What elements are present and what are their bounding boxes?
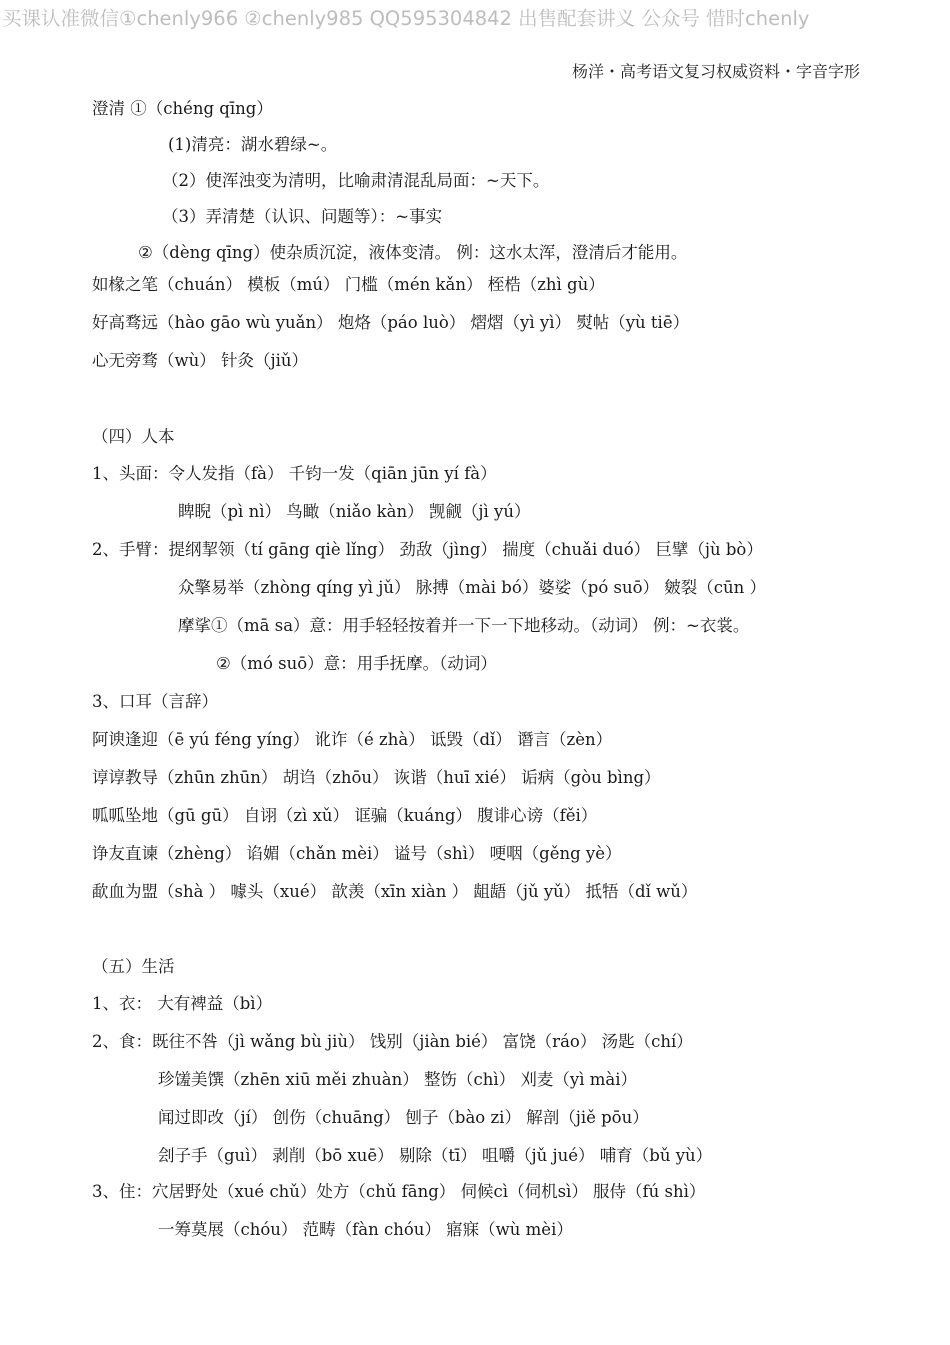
vocab-line: 众擎易举（zhòng qíng yì jǔ） 脉搏（mài bó）婆娑（pó suō） 皴裂（cūn ） <box>178 578 767 597</box>
entry-dengqing: ②（dèng qīng）使杂质沉淀，液体变清。 例：这水太浑，澄清后才能用。 <box>138 243 688 262</box>
vocab-line: 睥睨（pì nì） 鸟瞰（niǎo kàn） 觊觎（jì yú） <box>178 502 531 521</box>
vocab-line: 2、食：既往不咎（jì wǎng bù jiù） 饯别（jiàn bié） 富饶（ráo） 汤匙（chí） <box>92 1032 693 1051</box>
vocab-line: 1、头面：令人发指（fà） 千钧一发（qiān jūn yí fà） <box>92 464 497 483</box>
entry-chengqing-sense-1: (1)清亮：湖水碧绿~。 <box>168 135 338 154</box>
vocab-line: 诤友直谏（zhèng） 谄媚（chǎn mèi） 谥号（shì） 哽咽（gěng yè） <box>92 844 622 863</box>
vocab-line: 阿谀逢迎（ē yú féng yíng） 讹诈（é zhà） 诋毁（dǐ） 谮言（zèn） <box>92 730 613 749</box>
watermark: 买课认准微信①chenly966 ②chenly985 QQ595304842 出售配套讲义 公众号 惜时chenly <box>2 7 810 30</box>
entry-chengqing-sense-3: （3）弄清楚（认识、问题等）：~事实 <box>162 207 443 226</box>
vocab-line: 歃血为盟（shà ） 噱头（xué） 歆羡（xīn xiàn ） 龃龉（jǔ yǔ） 抵牾（dǐ wǔ） <box>92 882 698 901</box>
vocab-line: 1、衣： 大有裨益（bì） <box>92 994 273 1013</box>
vocab-line: ②（mó suō）意：用手抚摩。（动词） <box>216 654 497 673</box>
vocab-line: 谆谆教导（zhūn zhūn） 胡诌（zhōu） 诙谐（huī xié） 诟病（gòu bìng） <box>92 768 661 787</box>
vocab-line: 刽子手（guì） 剥削（bō xuē） 剔除（tī） 咀嚼（jǔ jué） 哺育（bǔ yù） <box>158 1146 713 1165</box>
vocab-line: 2、手臂：提纲挈领（tí gāng qiè lǐng） 劲敌（jìng） 揣度（chuǎi duó） 巨擘（jù bò） <box>92 540 763 559</box>
entry-chengqing-sense-2: （2）使浑浊变为清明，比喻肃清混乱局面：~天下。 <box>162 171 550 190</box>
vocab-line: 珍馐美馔（zhēn xiū měi zhuàn） 整饬（chì） 刈麦（yì mài） <box>158 1070 637 1089</box>
vocab-line: 呱呱坠地（gū gū） 自诩（zì xǔ） 诓骗（kuáng） 腹诽心谤（fěi） <box>92 806 598 825</box>
vocab-line: 一筹莫展（chóu） 范畴（fàn chóu） 寤寐（wù mèi） <box>158 1220 573 1239</box>
vocab-line: 摩挲①（mā sa）意：用手轻轻按着并一下一下地移动。（动词） 例：~衣裳。 <box>178 616 750 635</box>
page-header: 杨洋・高考语文复习权威资料・字音字形 <box>571 62 860 81</box>
vocab-line: 如椽之笔（chuán） 模板（mú） 门槛（mén kǎn） 桎梏（zhì gù） <box>92 275 605 294</box>
vocab-line: 心无旁骛（wù） 针灸（jiǔ） <box>92 351 309 370</box>
section-heading: （四）人本 <box>92 427 175 446</box>
vocab-line: 闻过即改（jí） 创伤（chuāng） 刨子（bào zi） 解剖（jiě pōu） <box>158 1108 649 1127</box>
section-heading: （五）生活 <box>92 957 175 976</box>
subsection-heading: 3、口耳（言辞） <box>92 692 218 711</box>
vocab-line: 好高骛远（hào gāo wù yuǎn） 炮烙（páo luò） 熠熠（yì yì） 熨帖（yù tiē） <box>92 313 690 332</box>
vocab-line: 3、住：穴居野处（xué chǔ）处方（chǔ fāng） 伺候cì（伺机sì） 服侍（fú shì） <box>92 1182 706 1201</box>
entry-chengqing: 澄清 ①（chéng qīng） <box>92 99 273 118</box>
